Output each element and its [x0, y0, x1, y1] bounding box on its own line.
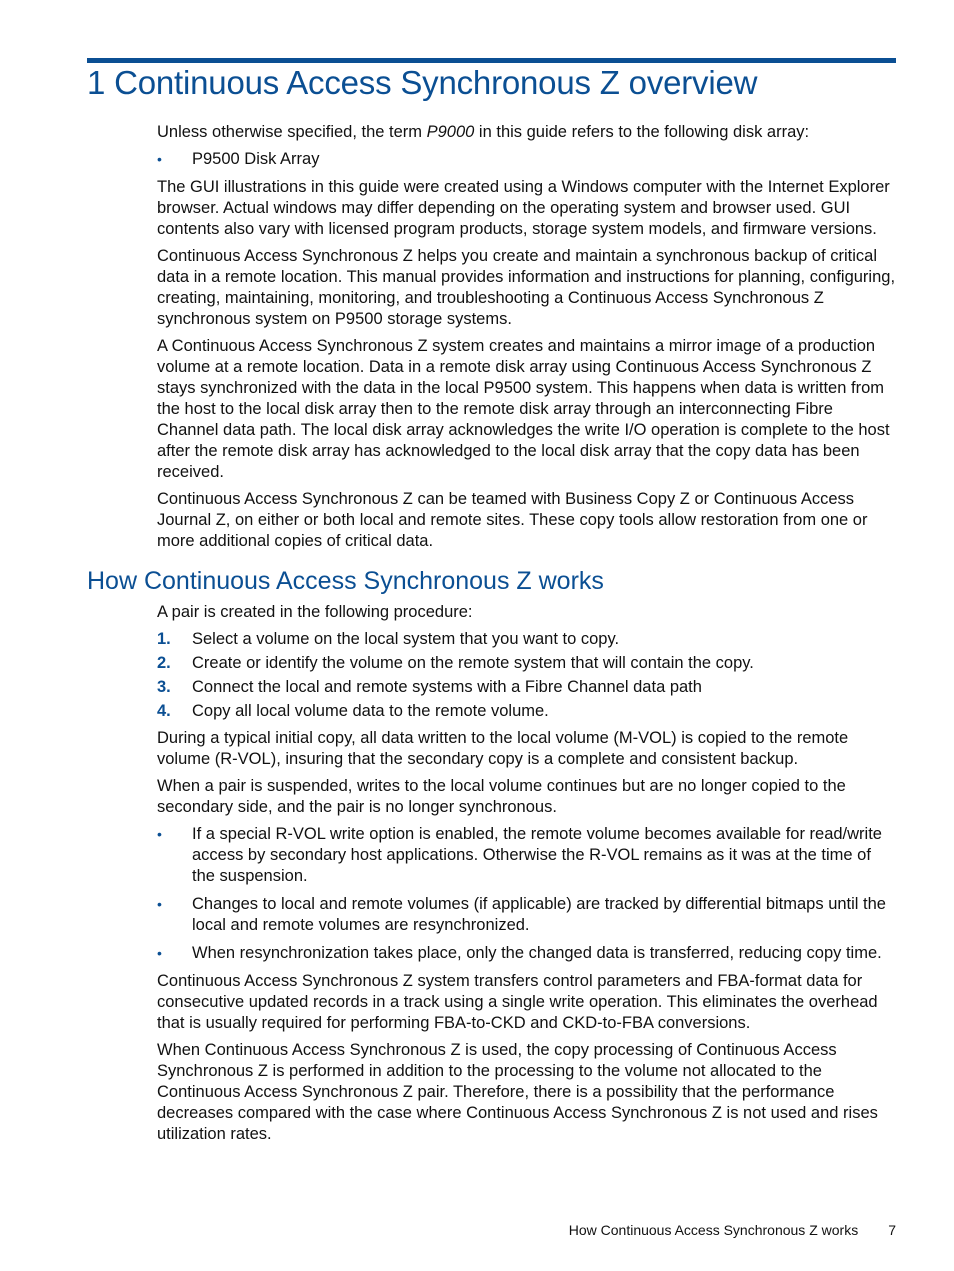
step-number: 4. — [157, 702, 171, 720]
term-emphasis: P9000 — [426, 123, 475, 141]
section-paragraph: During a typical initial copy, all data written to the local volume (M-VOL) is copied to the remote volume (R-VOL), insuring that the secondary copy is a complete and consistent backup. — [157, 729, 849, 768]
intro-paragraph: Continuous Access Synchronous Z helps you create and maintain a synchronous backup of critical data in a remote location. This manual provides information and instructions for planning, configuring, creating, maintaining, monitoring, and troubleshooting a Continuous Access Synchronous Z synchronous system on P9500 storage systems. — [157, 247, 896, 328]
list-item: 2. Create or identify the volume on the remote system that will contain the copy. — [157, 654, 754, 672]
bullet-icon: • — [157, 826, 162, 842]
bullet-icon: • — [157, 896, 162, 912]
page-body — [87, 122, 898, 1151]
intro-paragraph: Continuous Access Synchronous Z can be teamed with Business Copy Z or Continuous Access Journal Z, on either or both local and remote sites. These copy tools allow restoration from one or more additional copies of critical data. — [157, 490, 868, 550]
list-item: 3. Connect the local and remote systems with a Fibre Channel data path — [157, 678, 702, 696]
intro-paragraph: The GUI illustrations in this guide were created using a Windows computer with the Internet Explorer browser. Actual windows may differ depending on the operating system and browser used. GUI contents also vary with licensed program products, storage system models, and firmware versions. — [157, 178, 890, 238]
chapter-title: 1 Continuous Access Synchronous Z overview — [87, 64, 758, 101]
intro-paragraph-term: Unless otherwise specified, the term P9000 in this guide refers to the following disk array: — [157, 123, 810, 141]
page-footer — [569, 1222, 896, 1238]
section-paragraph: When Continuous Access Synchronous Z is used, the copy processing of Continuous Access Synchronous Z is performed in addition to the processing to the volume not allocated to the Continuous Access Synchronous Z pair. Therefore, there is a possibility that the performance decreases compared with the case where Continuous Access Synchronous Z is not used and rises utilization rates. — [157, 1041, 878, 1143]
suspension-bullet-list — [157, 824, 898, 964]
list-item: • P9500 Disk Array — [157, 150, 320, 168]
list-item: • Changes to local and remote volumes (if applicable) are tracked by differential bitmaps until the local and remote volumes are resynchronized. — [157, 895, 886, 934]
step-number: 2. — [157, 654, 171, 672]
intro-paragraph: A Continuous Access Synchronous Z system creates and maintains a mirror image of a production volume at a remote location. Data in a remote disk array using Continuous Access Synchronous Z stays synchronized with the data in the local P9500 system. This happens when data is written from the host to the local disk array then to the remote disk array through an interconnecting Fibre Channel data path. The local disk array acknowledges the write I/O operation is complete to the host after the remote disk array has acknowledged to the local disk array that the copy data has been received. — [157, 337, 890, 481]
bullet-icon: • — [157, 945, 162, 961]
section-paragraph: When a pair is suspended, writes to the local volume continues but are no longer copied to the secondary side, and the pair is no longer synchronous. — [157, 777, 846, 816]
chapter-top-rule — [87, 58, 896, 63]
procedure-steps — [157, 629, 898, 722]
step-number: 3. — [157, 678, 171, 696]
footer-section-title: How Continuous Access Synchronous Z works — [568, 1222, 859, 1238]
list-item: 4. Copy all local volume data to the remote volume. — [157, 702, 549, 720]
page-number: 7 — [888, 1222, 896, 1238]
section-paragraph: Continuous Access Synchronous Z system transfers control parameters and FBA-format data for consecutive updated records in a track using a single write operation. This eliminates the overhead that is usually required for performing FBA-to-CKD and CKD-to-FBA conversions. — [157, 972, 878, 1032]
section-lead: A pair is created in the following procedure: — [157, 603, 473, 621]
bullet-icon: • — [157, 151, 162, 167]
section-title: How Continuous Access Synchronous Z works — [87, 567, 604, 595]
step-number: 1. — [157, 630, 171, 648]
intro-bullet-list — [157, 149, 898, 170]
list-item: • When resynchronization takes place, only the changed data is transferred, reducing copy time. — [157, 944, 882, 962]
list-item: 1. Select a volume on the local system that you want to copy. — [157, 630, 620, 648]
list-item: • If a special R-VOL write option is enabled, the remote volume becomes available for read/write access by secondary host applications. Otherwise the R-VOL remains as it was at the time of the suspension. — [157, 825, 882, 885]
